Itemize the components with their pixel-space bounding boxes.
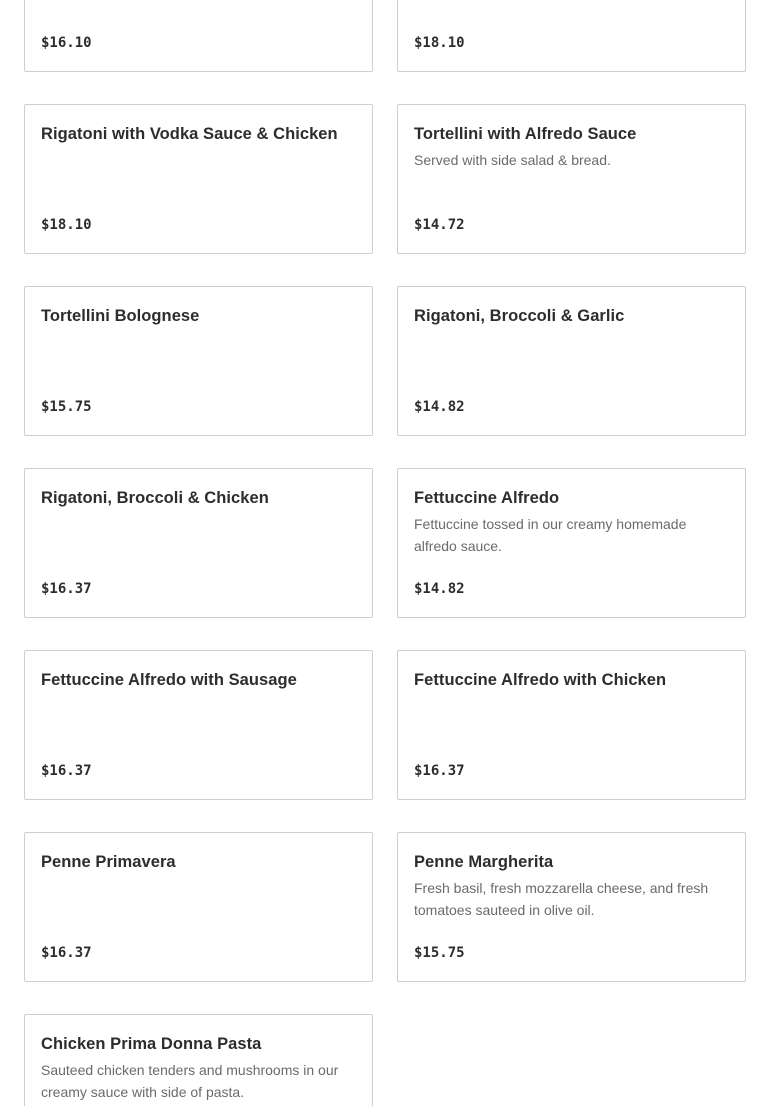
menu-item-name: Penne Margherita — [414, 853, 554, 871]
menu-item-card[interactable] — [24, 1014, 373, 1106]
menu-item-card[interactable] — [24, 104, 373, 254]
menu-item-card[interactable] — [397, 0, 746, 72]
menu-item-card[interactable] — [397, 650, 746, 800]
menu-item-price: $16.37 — [41, 763, 92, 779]
menu-item-description: Sauteed chicken tenders and mushrooms in our creamy sauce with side of pasta. — [41, 1062, 339, 1100]
menu-item-name: Fettuccine Alfredo with Sausage — [41, 671, 297, 689]
menu-item-card[interactable] — [397, 468, 746, 618]
menu-item-price: $14.72 — [414, 217, 465, 233]
menu-item-description: Fettuccine tossed in our creamy homemade alfredo sauce. — [414, 516, 687, 554]
menu-item-price: $16.37 — [41, 945, 92, 961]
menu-item-card[interactable] — [24, 0, 373, 72]
menu-item-name: Chicken Prima Donna Pasta — [41, 1035, 262, 1053]
menu-item-name: Tortellini Bolognese — [41, 307, 200, 325]
menu-item-card[interactable] — [397, 286, 746, 436]
menu-item-price: $15.75 — [414, 945, 465, 961]
menu-item-name: Fettuccine Alfredo — [414, 489, 560, 507]
menu-item-price: $18.10 — [414, 35, 465, 51]
menu-item-price: $18.10 — [41, 217, 92, 233]
menu-item-name: Rigatoni, Broccoli & Chicken — [41, 489, 269, 507]
menu-item-price: $16.37 — [414, 763, 465, 779]
menu-item-description: Served with side salad & bread. — [414, 152, 611, 168]
menu-item-price: $15.75 — [41, 399, 92, 415]
menu-item-price: $16.37 — [41, 581, 92, 597]
menu-item-price: $16.10 — [41, 35, 92, 51]
menu-item-name: Fettuccine Alfredo with Chicken — [414, 671, 667, 689]
menu-item-card[interactable] — [397, 832, 746, 982]
menu-item-card[interactable] — [24, 468, 373, 618]
menu-item-card[interactable] — [397, 104, 746, 254]
menu-item-card[interactable] — [24, 650, 373, 800]
menu-item-card[interactable] — [24, 832, 373, 982]
menu-item-name: Rigatoni, Broccoli & Garlic — [414, 307, 625, 325]
menu-item-grid — [24, 0, 746, 1106]
menu-item-price: $14.82 — [414, 399, 465, 415]
menu-item-name: Rigatoni with Vodka Sauce & Chicken — [41, 125, 338, 143]
menu-item-card[interactable] — [24, 286, 373, 436]
menu-item-name: Tortellini with Alfredo Sauce — [414, 125, 637, 143]
menu-item-description: Fresh basil, fresh mozzarella cheese, and fresh tomatoes sauteed in olive oil. — [414, 880, 709, 918]
menu-item-price: $14.82 — [414, 581, 465, 597]
menu-item-name: Penne Primavera — [41, 853, 176, 871]
